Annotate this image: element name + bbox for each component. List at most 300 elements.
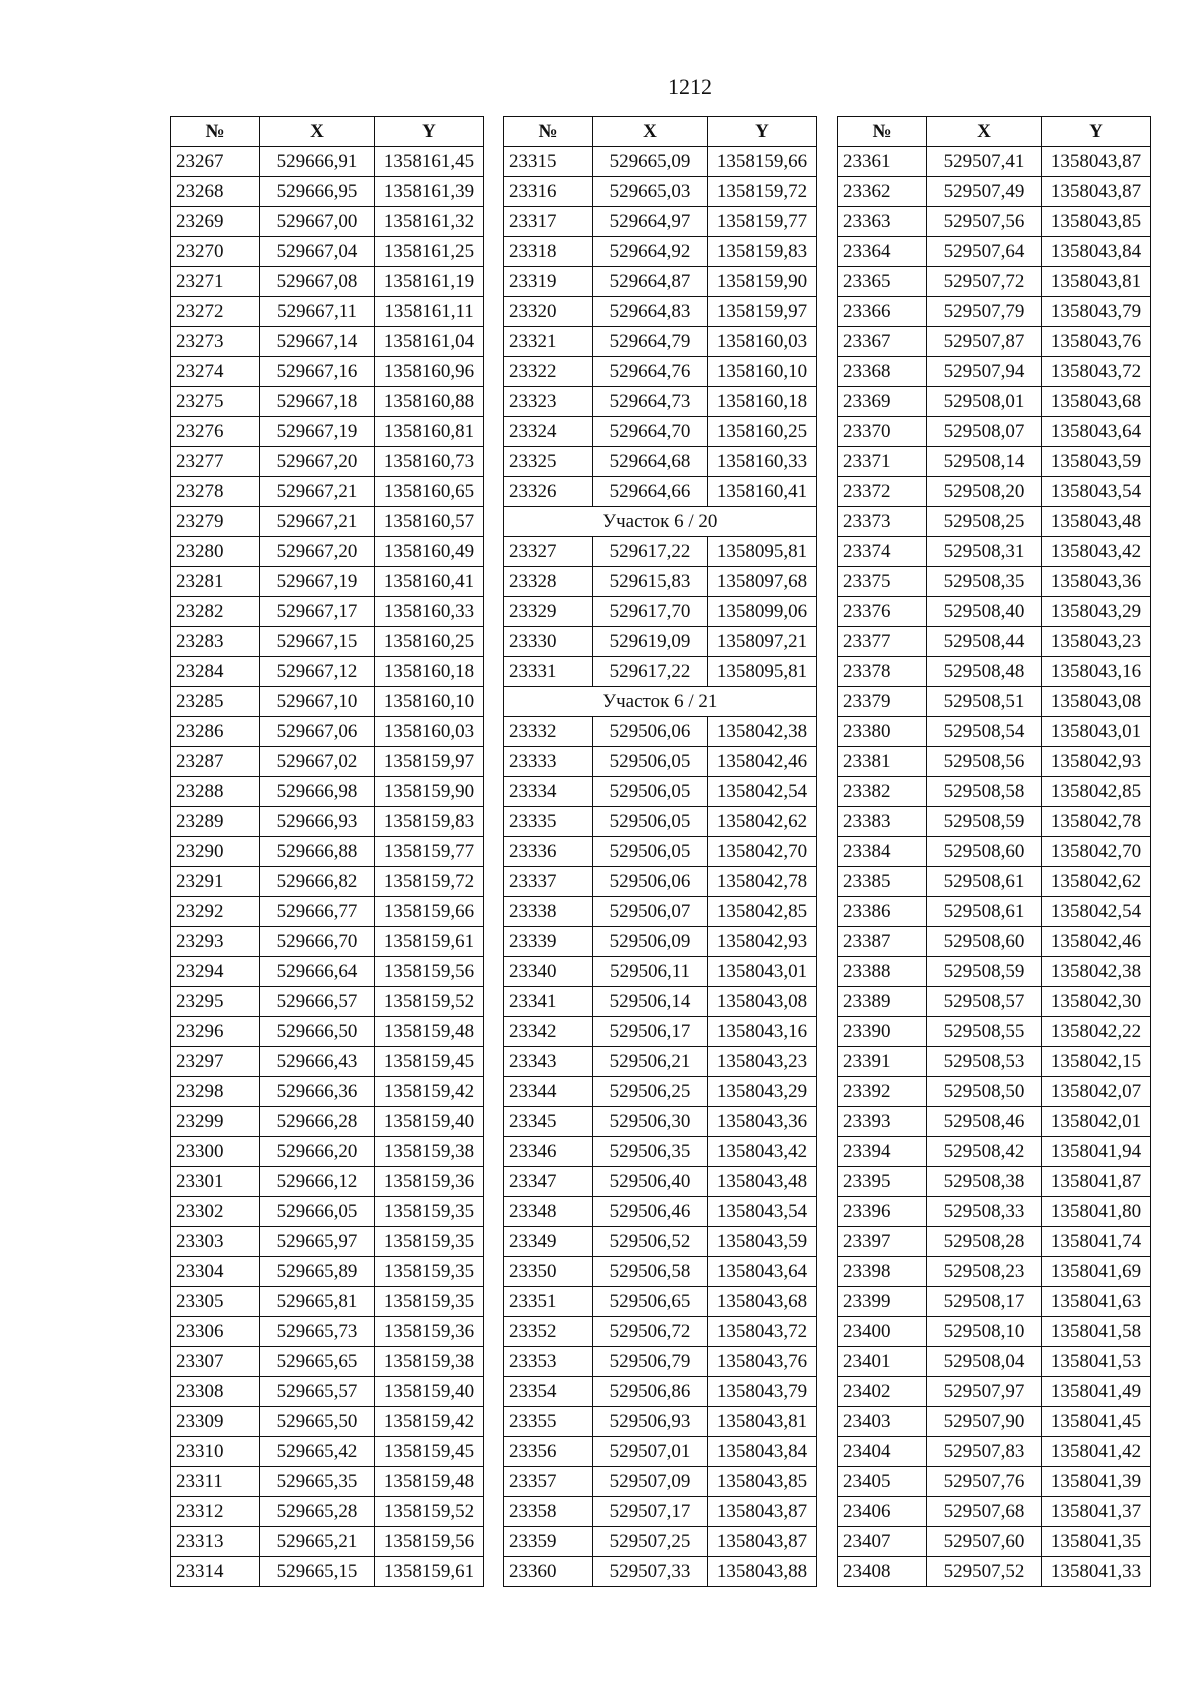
x-coordinate: 529508,04 bbox=[927, 1347, 1042, 1377]
y-coordinate: 1358042,62 bbox=[1042, 867, 1151, 897]
x-coordinate: 529506,30 bbox=[593, 1107, 708, 1137]
x-coordinate: 529507,64 bbox=[927, 237, 1042, 267]
x-coordinate: 529506,79 bbox=[593, 1347, 708, 1377]
table-row bbox=[838, 1197, 1151, 1227]
header-x: X bbox=[260, 117, 375, 147]
table-row bbox=[171, 1347, 484, 1377]
table-row bbox=[171, 1107, 484, 1137]
y-coordinate: 1358159,38 bbox=[375, 1137, 484, 1167]
y-coordinate: 1358042,38 bbox=[1042, 957, 1151, 987]
y-coordinate: 1358160,25 bbox=[708, 417, 817, 447]
y-coordinate: 1358042,85 bbox=[708, 897, 817, 927]
point-number: 23331 bbox=[504, 657, 593, 687]
table-row bbox=[171, 477, 484, 507]
point-number: 23322 bbox=[504, 357, 593, 387]
table-row bbox=[838, 267, 1151, 297]
y-coordinate: 1358042,54 bbox=[1042, 897, 1151, 927]
table-row bbox=[838, 1497, 1151, 1527]
table-row bbox=[171, 867, 484, 897]
table-row bbox=[504, 1497, 817, 1527]
table-row bbox=[504, 717, 817, 747]
table-row bbox=[838, 597, 1151, 627]
table-row bbox=[838, 1047, 1151, 1077]
point-number: 23394 bbox=[838, 1137, 927, 1167]
y-coordinate: 1358041,33 bbox=[1042, 1557, 1151, 1587]
table-row bbox=[171, 267, 484, 297]
y-coordinate: 1358159,52 bbox=[375, 1497, 484, 1527]
x-coordinate: 529666,43 bbox=[260, 1047, 375, 1077]
table-row bbox=[504, 417, 817, 447]
point-number: 23304 bbox=[171, 1257, 260, 1287]
table-row bbox=[171, 507, 484, 537]
header-y: Y bbox=[375, 117, 484, 147]
table-row bbox=[838, 1407, 1151, 1437]
x-coordinate: 529665,28 bbox=[260, 1497, 375, 1527]
y-coordinate: 1358160,18 bbox=[375, 657, 484, 687]
x-coordinate: 529508,60 bbox=[927, 927, 1042, 957]
point-number: 23326 bbox=[504, 477, 593, 507]
y-coordinate: 1358161,11 bbox=[375, 297, 484, 327]
point-number: 23268 bbox=[171, 177, 260, 207]
point-number: 23274 bbox=[171, 357, 260, 387]
y-coordinate: 1358041,80 bbox=[1042, 1197, 1151, 1227]
point-number: 23378 bbox=[838, 657, 927, 687]
x-coordinate: 529507,25 bbox=[593, 1527, 708, 1557]
table-row bbox=[504, 1317, 817, 1347]
y-coordinate: 1358043,68 bbox=[708, 1287, 817, 1317]
y-coordinate: 1358043,87 bbox=[1042, 177, 1151, 207]
x-coordinate: 529664,87 bbox=[593, 267, 708, 297]
x-coordinate: 529508,23 bbox=[927, 1257, 1042, 1287]
table-row bbox=[838, 207, 1151, 237]
table-row bbox=[838, 567, 1151, 597]
header-x: X bbox=[927, 117, 1042, 147]
point-number: 23393 bbox=[838, 1107, 927, 1137]
table-row bbox=[504, 357, 817, 387]
header-y: Y bbox=[708, 117, 817, 147]
table-row bbox=[838, 537, 1151, 567]
point-number: 23339 bbox=[504, 927, 593, 957]
table-row bbox=[504, 957, 817, 987]
point-number: 23353 bbox=[504, 1347, 593, 1377]
table-row bbox=[838, 987, 1151, 1017]
y-coordinate: 1358159,90 bbox=[708, 267, 817, 297]
point-number: 23358 bbox=[504, 1497, 593, 1527]
table-row bbox=[504, 627, 817, 657]
x-coordinate: 529508,61 bbox=[927, 867, 1042, 897]
table-row bbox=[504, 987, 817, 1017]
x-coordinate: 529508,38 bbox=[927, 1167, 1042, 1197]
table-row bbox=[171, 1497, 484, 1527]
y-coordinate: 1358043,16 bbox=[708, 1017, 817, 1047]
x-coordinate: 529666,93 bbox=[260, 807, 375, 837]
table-row bbox=[171, 1047, 484, 1077]
y-coordinate: 1358159,66 bbox=[708, 147, 817, 177]
point-number: 23388 bbox=[838, 957, 927, 987]
y-coordinate: 1358042,70 bbox=[1042, 837, 1151, 867]
table-row bbox=[838, 147, 1151, 177]
x-coordinate: 529667,15 bbox=[260, 627, 375, 657]
x-coordinate: 529506,09 bbox=[593, 927, 708, 957]
y-coordinate: 1358160,65 bbox=[375, 477, 484, 507]
y-coordinate: 1358043,42 bbox=[708, 1137, 817, 1167]
table-row bbox=[838, 1317, 1151, 1347]
y-coordinate: 1358159,72 bbox=[375, 867, 484, 897]
table-row bbox=[838, 687, 1151, 717]
header-number: № bbox=[171, 117, 260, 147]
x-coordinate: 529666,64 bbox=[260, 957, 375, 987]
x-coordinate: 529508,35 bbox=[927, 567, 1042, 597]
x-coordinate: 529508,56 bbox=[927, 747, 1042, 777]
point-number: 23315 bbox=[504, 147, 593, 177]
x-coordinate: 529665,15 bbox=[260, 1557, 375, 1587]
table-row bbox=[171, 1197, 484, 1227]
point-number: 23329 bbox=[504, 597, 593, 627]
point-number: 23342 bbox=[504, 1017, 593, 1047]
x-coordinate: 529666,82 bbox=[260, 867, 375, 897]
y-coordinate: 1358159,83 bbox=[708, 237, 817, 267]
table-row bbox=[171, 837, 484, 867]
point-number: 23352 bbox=[504, 1317, 593, 1347]
table-row bbox=[504, 837, 817, 867]
x-coordinate: 529507,01 bbox=[593, 1437, 708, 1467]
y-coordinate: 1358042,38 bbox=[708, 717, 817, 747]
x-coordinate: 529666,70 bbox=[260, 927, 375, 957]
y-coordinate: 1358041,69 bbox=[1042, 1257, 1151, 1287]
table-row bbox=[171, 1017, 484, 1047]
table-row bbox=[171, 1407, 484, 1437]
y-coordinate: 1358160,57 bbox=[375, 507, 484, 537]
table-row bbox=[838, 507, 1151, 537]
x-coordinate: 529667,16 bbox=[260, 357, 375, 387]
x-coordinate: 529507,52 bbox=[927, 1557, 1042, 1587]
y-coordinate: 1358160,73 bbox=[375, 447, 484, 477]
point-number: 23269 bbox=[171, 207, 260, 237]
x-coordinate: 529506,86 bbox=[593, 1377, 708, 1407]
x-coordinate: 529667,21 bbox=[260, 477, 375, 507]
point-number: 23373 bbox=[838, 507, 927, 537]
table-row bbox=[171, 417, 484, 447]
point-number: 23348 bbox=[504, 1197, 593, 1227]
y-coordinate: 1358095,81 bbox=[708, 657, 817, 687]
table-row bbox=[838, 927, 1151, 957]
x-coordinate: 529667,06 bbox=[260, 717, 375, 747]
x-coordinate: 529667,00 bbox=[260, 207, 375, 237]
point-number: 23273 bbox=[171, 327, 260, 357]
table-row bbox=[171, 1317, 484, 1347]
y-coordinate: 1358160,18 bbox=[708, 387, 817, 417]
y-coordinate: 1358159,35 bbox=[375, 1227, 484, 1257]
table-row bbox=[838, 1107, 1151, 1137]
table-header-row bbox=[171, 117, 484, 147]
table-row bbox=[171, 357, 484, 387]
y-coordinate: 1358043,16 bbox=[1042, 657, 1151, 687]
y-coordinate: 1358043,48 bbox=[708, 1167, 817, 1197]
point-number: 23289 bbox=[171, 807, 260, 837]
x-coordinate: 529506,21 bbox=[593, 1047, 708, 1077]
y-coordinate: 1358041,74 bbox=[1042, 1227, 1151, 1257]
point-number: 23357 bbox=[504, 1467, 593, 1497]
x-coordinate: 529506,58 bbox=[593, 1257, 708, 1287]
table-row bbox=[838, 837, 1151, 867]
point-number: 23341 bbox=[504, 987, 593, 1017]
y-coordinate: 1358160,33 bbox=[375, 597, 484, 627]
table-row bbox=[838, 1377, 1151, 1407]
point-number: 23371 bbox=[838, 447, 927, 477]
x-coordinate: 529507,41 bbox=[927, 147, 1042, 177]
y-coordinate: 1358043,59 bbox=[708, 1227, 817, 1257]
point-number: 23324 bbox=[504, 417, 593, 447]
y-coordinate: 1358043,84 bbox=[708, 1437, 817, 1467]
table-row bbox=[504, 1467, 817, 1497]
point-number: 23400 bbox=[838, 1317, 927, 1347]
x-coordinate: 529506,40 bbox=[593, 1167, 708, 1197]
x-coordinate: 529508,59 bbox=[927, 807, 1042, 837]
y-coordinate: 1358159,35 bbox=[375, 1197, 484, 1227]
x-coordinate: 529507,49 bbox=[927, 177, 1042, 207]
table-row bbox=[504, 1107, 817, 1137]
table-row bbox=[838, 237, 1151, 267]
table-row bbox=[171, 207, 484, 237]
point-number: 23285 bbox=[171, 687, 260, 717]
x-coordinate: 529507,33 bbox=[593, 1557, 708, 1587]
point-number: 23281 bbox=[171, 567, 260, 597]
y-coordinate: 1358159,45 bbox=[375, 1437, 484, 1467]
point-number: 23317 bbox=[504, 207, 593, 237]
point-number: 23340 bbox=[504, 957, 593, 987]
table-row bbox=[504, 177, 817, 207]
x-coordinate: 529665,57 bbox=[260, 1377, 375, 1407]
point-number: 23279 bbox=[171, 507, 260, 537]
x-coordinate: 529508,53 bbox=[927, 1047, 1042, 1077]
point-number: 23271 bbox=[171, 267, 260, 297]
y-coordinate: 1358043,08 bbox=[1042, 687, 1151, 717]
y-coordinate: 1358161,45 bbox=[375, 147, 484, 177]
table-row bbox=[838, 807, 1151, 837]
y-coordinate: 1358041,42 bbox=[1042, 1437, 1151, 1467]
point-number: 23290 bbox=[171, 837, 260, 867]
y-coordinate: 1358042,85 bbox=[1042, 777, 1151, 807]
x-coordinate: 529506,05 bbox=[593, 807, 708, 837]
x-coordinate: 529667,14 bbox=[260, 327, 375, 357]
y-coordinate: 1358042,70 bbox=[708, 837, 817, 867]
table-row bbox=[838, 1437, 1151, 1467]
x-coordinate: 529619,09 bbox=[593, 627, 708, 657]
point-number: 23365 bbox=[838, 267, 927, 297]
table-row bbox=[504, 1017, 817, 1047]
table-row bbox=[504, 1257, 817, 1287]
table-row bbox=[504, 1047, 817, 1077]
table-row bbox=[171, 1287, 484, 1317]
table-row bbox=[504, 1197, 817, 1227]
y-coordinate: 1358042,22 bbox=[1042, 1017, 1151, 1047]
table-row bbox=[504, 807, 817, 837]
x-coordinate: 529508,54 bbox=[927, 717, 1042, 747]
table-row bbox=[504, 1407, 817, 1437]
x-coordinate: 529664,66 bbox=[593, 477, 708, 507]
table-row bbox=[171, 1077, 484, 1107]
point-number: 23288 bbox=[171, 777, 260, 807]
y-coordinate: 1358161,39 bbox=[375, 177, 484, 207]
table-row bbox=[838, 1137, 1151, 1167]
y-coordinate: 1358043,29 bbox=[708, 1077, 817, 1107]
point-number: 23382 bbox=[838, 777, 927, 807]
y-coordinate: 1358159,40 bbox=[375, 1377, 484, 1407]
point-number: 23386 bbox=[838, 897, 927, 927]
coordinates-table-1 bbox=[170, 116, 484, 1587]
point-number: 23369 bbox=[838, 387, 927, 417]
table-row bbox=[504, 1167, 817, 1197]
y-coordinate: 1358043,29 bbox=[1042, 597, 1151, 627]
table-row bbox=[171, 297, 484, 327]
y-coordinate: 1358159,77 bbox=[708, 207, 817, 237]
point-number: 23380 bbox=[838, 717, 927, 747]
point-number: 23295 bbox=[171, 987, 260, 1017]
x-coordinate: 529507,72 bbox=[927, 267, 1042, 297]
x-coordinate: 529667,20 bbox=[260, 447, 375, 477]
table-row bbox=[171, 927, 484, 957]
point-number: 23309 bbox=[171, 1407, 260, 1437]
x-coordinate: 529508,33 bbox=[927, 1197, 1042, 1227]
point-number: 23407 bbox=[838, 1527, 927, 1557]
x-coordinate: 529508,31 bbox=[927, 537, 1042, 567]
y-coordinate: 1358042,46 bbox=[708, 747, 817, 777]
point-number: 23405 bbox=[838, 1467, 927, 1497]
x-coordinate: 529506,11 bbox=[593, 957, 708, 987]
point-number: 23296 bbox=[171, 1017, 260, 1047]
y-coordinate: 1358159,77 bbox=[375, 837, 484, 867]
y-coordinate: 1358160,81 bbox=[375, 417, 484, 447]
x-coordinate: 529506,35 bbox=[593, 1137, 708, 1167]
y-coordinate: 1358159,52 bbox=[375, 987, 484, 1017]
point-number: 23355 bbox=[504, 1407, 593, 1437]
x-coordinate: 529667,10 bbox=[260, 687, 375, 717]
x-coordinate: 529508,61 bbox=[927, 897, 1042, 927]
table-row bbox=[171, 627, 484, 657]
table-row bbox=[171, 1377, 484, 1407]
point-number: 23384 bbox=[838, 837, 927, 867]
y-coordinate: 1358159,83 bbox=[375, 807, 484, 837]
x-coordinate: 529617,22 bbox=[593, 537, 708, 567]
x-coordinate: 529508,10 bbox=[927, 1317, 1042, 1347]
point-number: 23312 bbox=[171, 1497, 260, 1527]
x-coordinate: 529617,22 bbox=[593, 657, 708, 687]
y-coordinate: 1358041,39 bbox=[1042, 1467, 1151, 1497]
x-coordinate: 529666,12 bbox=[260, 1167, 375, 1197]
y-coordinate: 1358043,68 bbox=[1042, 387, 1151, 417]
y-coordinate: 1358043,72 bbox=[1042, 357, 1151, 387]
x-coordinate: 529664,83 bbox=[593, 297, 708, 327]
y-coordinate: 1358159,48 bbox=[375, 1467, 484, 1497]
table-row bbox=[838, 657, 1151, 687]
header-number: № bbox=[504, 117, 593, 147]
x-coordinate: 529508,42 bbox=[927, 1137, 1042, 1167]
x-coordinate: 529508,17 bbox=[927, 1287, 1042, 1317]
point-number: 23328 bbox=[504, 567, 593, 597]
y-coordinate: 1358160,03 bbox=[375, 717, 484, 747]
point-number: 23284 bbox=[171, 657, 260, 687]
table-row bbox=[838, 627, 1151, 657]
table-row bbox=[171, 747, 484, 777]
table-row bbox=[504, 1227, 817, 1257]
y-coordinate: 1358043,36 bbox=[708, 1107, 817, 1137]
point-number: 23361 bbox=[838, 147, 927, 177]
y-coordinate: 1358159,61 bbox=[375, 1557, 484, 1587]
x-coordinate: 529506,06 bbox=[593, 867, 708, 897]
x-coordinate: 529666,77 bbox=[260, 897, 375, 927]
y-coordinate: 1358042,93 bbox=[1042, 747, 1151, 777]
y-coordinate: 1358043,42 bbox=[1042, 537, 1151, 567]
y-coordinate: 1358042,46 bbox=[1042, 927, 1151, 957]
y-coordinate: 1358160,03 bbox=[708, 327, 817, 357]
point-number: 23350 bbox=[504, 1257, 593, 1287]
y-coordinate: 1358159,66 bbox=[375, 897, 484, 927]
y-coordinate: 1358159,40 bbox=[375, 1107, 484, 1137]
y-coordinate: 1358160,88 bbox=[375, 387, 484, 417]
point-number: 23374 bbox=[838, 537, 927, 567]
y-coordinate: 1358042,78 bbox=[708, 867, 817, 897]
point-number: 23297 bbox=[171, 1047, 260, 1077]
point-number: 23337 bbox=[504, 867, 593, 897]
x-coordinate: 529667,02 bbox=[260, 747, 375, 777]
y-coordinate: 1358159,35 bbox=[375, 1287, 484, 1317]
table-row bbox=[171, 717, 484, 747]
point-number: 23287 bbox=[171, 747, 260, 777]
y-coordinate: 1358041,58 bbox=[1042, 1317, 1151, 1347]
table-header-row bbox=[504, 117, 817, 147]
x-coordinate: 529666,98 bbox=[260, 777, 375, 807]
point-number: 23402 bbox=[838, 1377, 927, 1407]
table-row bbox=[171, 687, 484, 717]
point-number: 23403 bbox=[838, 1407, 927, 1437]
table-row bbox=[171, 897, 484, 927]
y-coordinate: 1358041,35 bbox=[1042, 1527, 1151, 1557]
point-number: 23404 bbox=[838, 1437, 927, 1467]
x-coordinate: 529506,06 bbox=[593, 717, 708, 747]
x-coordinate: 529667,11 bbox=[260, 297, 375, 327]
table-row bbox=[838, 1347, 1151, 1377]
y-coordinate: 1358161,32 bbox=[375, 207, 484, 237]
y-coordinate: 1358043,79 bbox=[708, 1377, 817, 1407]
x-coordinate: 529508,51 bbox=[927, 687, 1042, 717]
point-number: 23390 bbox=[838, 1017, 927, 1047]
table-row bbox=[171, 447, 484, 477]
x-coordinate: 529667,19 bbox=[260, 417, 375, 447]
point-number: 23363 bbox=[838, 207, 927, 237]
point-number: 23323 bbox=[504, 387, 593, 417]
y-coordinate: 1358159,61 bbox=[375, 927, 484, 957]
x-coordinate: 529506,93 bbox=[593, 1407, 708, 1437]
page-number: 1212 bbox=[668, 74, 712, 99]
x-coordinate: 529666,50 bbox=[260, 1017, 375, 1047]
x-coordinate: 529665,21 bbox=[260, 1527, 375, 1557]
y-coordinate: 1358042,62 bbox=[708, 807, 817, 837]
y-coordinate: 1358160,49 bbox=[375, 537, 484, 567]
table-row bbox=[171, 987, 484, 1017]
x-coordinate: 529507,76 bbox=[927, 1467, 1042, 1497]
point-number: 23294 bbox=[171, 957, 260, 987]
table-row bbox=[171, 1437, 484, 1467]
x-coordinate: 529507,60 bbox=[927, 1527, 1042, 1557]
table-row bbox=[504, 897, 817, 927]
table-row bbox=[171, 1227, 484, 1257]
x-coordinate: 529508,25 bbox=[927, 507, 1042, 537]
x-coordinate: 529664,73 bbox=[593, 387, 708, 417]
x-coordinate: 529665,81 bbox=[260, 1287, 375, 1317]
x-coordinate: 529665,89 bbox=[260, 1257, 375, 1287]
y-coordinate: 1358159,90 bbox=[375, 777, 484, 807]
point-number: 23319 bbox=[504, 267, 593, 297]
